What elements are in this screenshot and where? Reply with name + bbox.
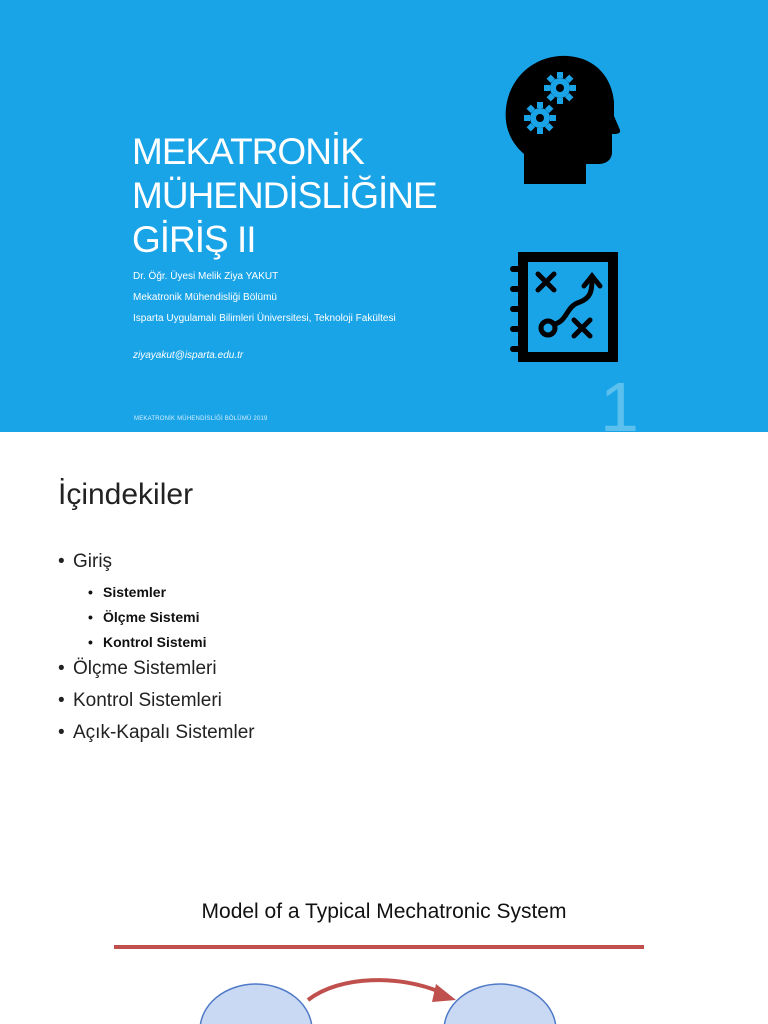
- right-node-circle: [444, 984, 556, 1024]
- author-name: Dr. Öğr. Üyesi Melik Ziya YAKUT: [133, 271, 279, 282]
- title-slide: [0, 0, 768, 432]
- author-info: [133, 266, 396, 329]
- title-line-2: MÜHENDİSLİĞİNE: [132, 175, 437, 216]
- flow-arrow: [308, 980, 440, 1000]
- author-email: ziyayakut@isparta.edu.tr: [133, 350, 244, 361]
- bullet: •: [58, 658, 65, 679]
- bullet: •: [88, 609, 93, 625]
- slide-footer: MEKATRONİK MÜHENDİSLİĞİ BÖLÜMÜ 2019: [134, 416, 268, 422]
- title-line-1: MEKATRONİK: [132, 131, 364, 172]
- toc-subitem: [58, 630, 255, 655]
- bullet: •: [88, 634, 93, 650]
- toc-item: [58, 655, 255, 687]
- bullet: •: [58, 690, 65, 711]
- page-number: 1: [600, 368, 639, 432]
- toc-subitem: [58, 605, 255, 630]
- toc-subitem-label: Ölçme Sistemi: [103, 609, 200, 625]
- strategy-notebook-icon: [508, 250, 620, 364]
- title-line-3: GİRİŞ II: [132, 219, 256, 260]
- left-node-circle: [200, 984, 312, 1024]
- system-diagram: [0, 960, 768, 1024]
- toc-item: [58, 719, 255, 751]
- toc-subitem: [58, 580, 255, 605]
- toc-item-label: Kontrol Sistemleri: [73, 690, 222, 711]
- toc-item: [58, 548, 255, 580]
- bullet: •: [58, 551, 65, 572]
- toc-item-label: Ölçme Sistemleri: [73, 658, 217, 679]
- toc-subitem-label: Kontrol Sistemi: [103, 634, 207, 650]
- department-name: Mekatronik Mühendisliği Bölümü: [133, 292, 277, 303]
- slide-title: [132, 130, 437, 262]
- flow-arrowhead: [432, 984, 456, 1002]
- toc-list: [58, 548, 255, 751]
- toc-subitem-label: Sistemler: [103, 584, 167, 600]
- title-underline: [114, 945, 644, 949]
- university-name: Isparta Uygulamalı Bilimleri Üniversitesi, Teknoloji Fakültesi: [133, 313, 396, 324]
- bullet: •: [88, 584, 93, 600]
- head-gears-icon: [504, 54, 620, 190]
- toc-item-label: Açık-Kapalı Sistemler: [73, 722, 255, 743]
- toc-title: İçindekiler: [58, 478, 194, 511]
- toc-item: [58, 687, 255, 719]
- toc-item-label: Giriş: [73, 551, 113, 572]
- bullet: •: [58, 722, 65, 743]
- model-title: Model of a Typical Mechatronic System: [201, 900, 567, 923]
